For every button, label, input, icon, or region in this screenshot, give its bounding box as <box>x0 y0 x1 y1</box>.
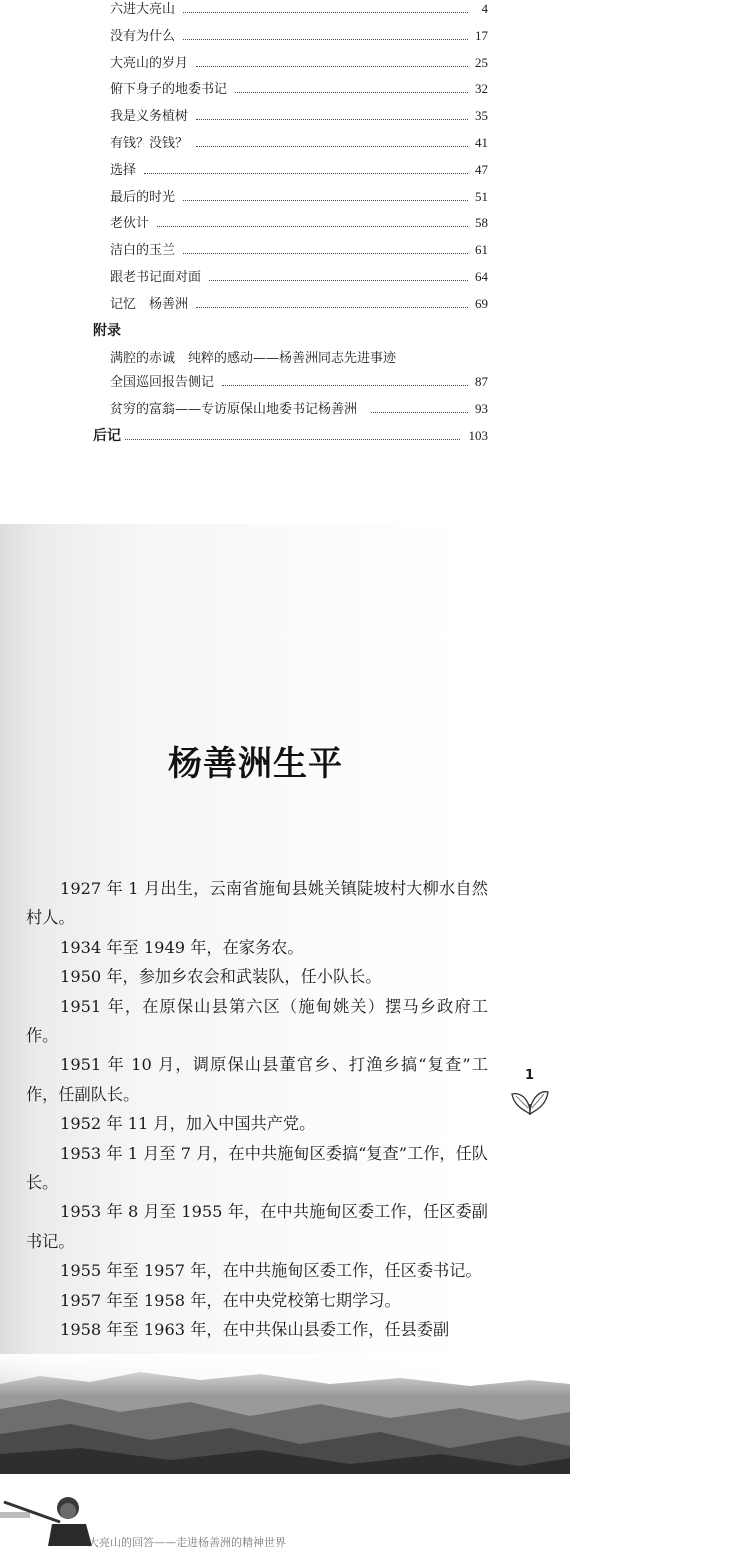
toc-entry-page: 17 <box>475 27 488 43</box>
toc-entry[interactable] <box>93 427 488 445</box>
toc-entry[interactable] <box>110 27 488 46</box>
toc-leader-dots <box>183 200 468 201</box>
toc-entry-title: 老伙计 <box>110 216 150 232</box>
toc-entry[interactable] <box>110 400 488 419</box>
toc-entry[interactable] <box>110 107 488 126</box>
toc-entry-page: 47 <box>475 161 488 177</box>
toc-entry-page: 51 <box>475 188 488 204</box>
toc-entry-title: 我是义务植树 <box>110 109 189 125</box>
toc-entry-page: 35 <box>475 108 488 124</box>
toc-leader-dots <box>196 66 468 67</box>
toc-leader-dots <box>222 385 468 386</box>
biography-paragraph: 1927 年 1 月出生，云南省施甸县姚关镇陡坡村大柳水自然村人。 <box>26 879 488 928</box>
toc-entry[interactable] <box>110 134 488 153</box>
biography-paragraph: 1953 年 1 月至 7 月，在中共施甸区委搞“复查”工作，任队长。 <box>26 1143 488 1193</box>
toc-leader-dots <box>371 412 468 413</box>
toc-entry-title: 没有为什么 <box>110 28 176 44</box>
toc-entry-title: 有钱？没钱？ <box>110 136 189 151</box>
toc-entry-page: 64 <box>475 269 488 284</box>
toc-entry[interactable] <box>110 161 488 180</box>
toc-appendix-heading: 附录 <box>93 323 121 339</box>
toc-entry-page: 25 <box>475 54 488 70</box>
toc-leader-dots <box>196 146 468 147</box>
toc-entry-title: 大亮山的岁月 <box>110 55 189 71</box>
leaf-icon <box>510 1080 550 1116</box>
biography-paragraph: 1934 年至 1949 年，在家务农。 <box>60 937 304 957</box>
biography-paragraph: 1955 年至 1957 年，在中共施甸区委工作，任区委书记。 <box>60 1261 482 1281</box>
toc-entry-page: 58 <box>475 215 488 231</box>
mountain-landscape-image <box>0 1354 570 1474</box>
toc-entry-title: 贫穷的富翁——专访原保山地委书记杨善洲 <box>110 402 358 417</box>
toc-entry-page: 61 <box>475 242 488 258</box>
toc-leader-dots <box>183 12 468 13</box>
toc-entry-page: 4 <box>481 1 488 16</box>
toc-entry-title: 全国巡回报告侧记 <box>110 375 215 390</box>
toc-entry-page: 93 <box>475 401 488 416</box>
footer-book-title: 大亮山的回答——走进杨善洲的精神世界 <box>88 1536 286 1549</box>
toc-entry[interactable] <box>110 241 488 260</box>
toc-entry-page: 69 <box>475 295 488 311</box>
biography-paragraph: 1951 年，在原保山县第六区（施甸姚关）摆马乡政府工作。 <box>26 996 488 1046</box>
biography-text <box>26 874 488 1345</box>
toc-entry[interactable] <box>110 268 488 287</box>
toc-leader-dots <box>183 253 468 254</box>
toc-leader-dots <box>157 226 468 227</box>
biography-paragraph: 1957 年至 1958 年，在中央党校第七期学习。 <box>60 1290 401 1310</box>
toc-appendix-line1: 满腔的赤诚 纯粹的感动——杨善洲同志先进事迹 <box>110 351 397 366</box>
toc-leader-dots <box>196 119 468 120</box>
toc-entry-title: 最后的时光 <box>110 189 176 205</box>
page-title: 杨善洲生平 <box>168 744 343 784</box>
toc-leader-dots <box>144 173 468 174</box>
toc-entry-title: 俯下身子的地委书记 <box>110 82 228 98</box>
toc-entry-page: 41 <box>475 135 488 150</box>
toc-leader-dots <box>235 92 468 93</box>
toc-entry-page: 32 <box>475 81 488 97</box>
biography-paragraph: 1950 年，参加乡农会和武装队，任小队长。 <box>60 967 382 987</box>
toc-leader-dots <box>183 39 468 40</box>
toc-leader-dots <box>196 307 468 308</box>
toc-entry[interactable] <box>110 188 488 207</box>
toc-entry-title: 六进大亮山 <box>110 2 176 17</box>
biography-paragraph: 1958 年至 1963 年，在中共保山县委工作，任县委副 <box>60 1320 450 1340</box>
toc-entry[interactable] <box>110 80 488 99</box>
toc-entry[interactable] <box>110 214 488 233</box>
biography-paragraph: 1952 年 11 月，加入中国共产党。 <box>60 1114 316 1134</box>
biography-paragraph: 1953 年 8 月至 1955 年，在中共施甸区委工作，任区委副书记。 <box>26 1202 488 1251</box>
toc-entry-title: 选择 <box>110 162 137 178</box>
toc-leader-dots <box>125 439 460 440</box>
toc-entry-title: 记忆 杨善洲 <box>110 296 189 312</box>
toc-leader-dots <box>209 280 468 281</box>
page-number: 1 <box>525 1068 535 1083</box>
toc-entry-page: 103 <box>468 428 488 443</box>
toc-entry-title: 跟老书记面对面 <box>110 270 202 285</box>
toc-entry[interactable] <box>110 373 488 392</box>
biography-paragraph: 1951 年 10 月，调原保山县董官乡、打渔乡搞“复查”工作，任副队长。 <box>26 1055 488 1104</box>
biography-page <box>0 524 570 1474</box>
toc-entry-title: 后记 <box>93 428 121 444</box>
toc-entry[interactable] <box>110 295 488 314</box>
toc-entry-page: 87 <box>475 374 488 389</box>
toc-page <box>0 0 750 470</box>
toc-entry-title: 洁白的玉兰 <box>110 243 176 259</box>
toc-entry[interactable] <box>110 0 488 19</box>
book-footer <box>0 1474 750 1549</box>
toc-entry[interactable] <box>110 54 488 73</box>
